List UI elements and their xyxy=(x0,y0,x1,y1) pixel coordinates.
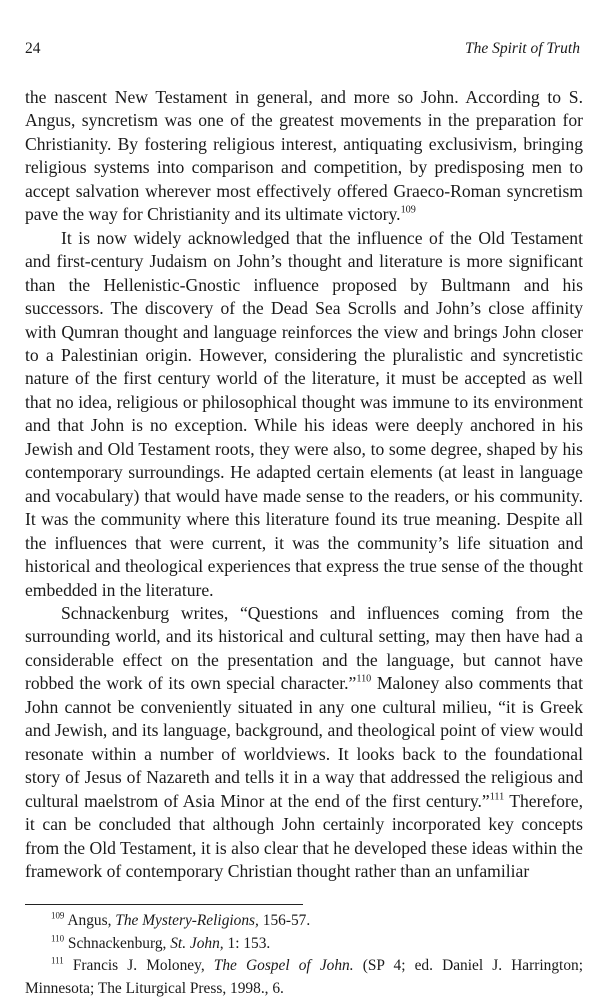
page-number: 24 xyxy=(25,40,41,57)
body-text xyxy=(25,86,583,883)
footnote-ref-109: 109 xyxy=(400,204,416,216)
footnotes xyxy=(25,910,583,1001)
footnote-pages: (SP 4; ed. Daniel J. Harrington; Minnesota; The Liturgical Press, 1998., 6. xyxy=(25,957,584,998)
paragraph-3-text-a: Schnackenburg writes, “Questions and influences coming from the surrounding world, and its historical and cultural setting, may then have had a considerable effect on the presentation and the language, but cannot have robbed the work of its own special character.” xyxy=(25,602,583,694)
footnote-title: The Mystery-Religions, xyxy=(115,912,259,929)
footnote-ref-110: 110 xyxy=(356,673,372,685)
running-title: The Spirit of Truth xyxy=(465,40,580,57)
paragraph-1 xyxy=(25,86,583,227)
footnote-pages: 156-57. xyxy=(258,912,311,929)
paragraph-3-text-c: Therefore, it can be concluded that although John certainly incorporated key concepts from the Old Testament, it is also clear that he developed these ideas within the framework of contemporary Christian thought rather than an unfamiliar xyxy=(25,790,583,881)
footnote-title: The Gospel of John. xyxy=(213,957,354,975)
footnote-divider xyxy=(25,904,303,905)
paragraph-2-text: It is now widely acknowledged that the influence of the Old Testament and first-century Judaism on John’s thought and literature is more significant than the Hellenistic-Gnostic influence proposed by Bultmann and his successors. The discovery of the Dead Sea Scrolls and John’s close affinity with Qumran thought and language reinforces the view and brings John closer to a Palestinian origin. However, considering the pluralistic and syncretistic nature of the first century world of the literature, it must be accepted as well that no idea, religious or philosophical thought was immune to its environment and that John is no exception. While his ideas were deeply anchored in his Jewish and Old Testament roots, they were also, to some degree, shaped by his contemporary surroundings. He adapted certain elements (at least in language and vocabulary) that would have made sense to the readers, or his community. It was the community where this literature found its true meaning. Despite all the influences that were current, it was the community’s life situation and historical and theological experiences that express the true sense of the thought embedded in the literature. xyxy=(25,227,583,600)
footnote-title: St. John, xyxy=(170,934,224,952)
footnote-110 xyxy=(25,933,583,956)
paragraph-3 xyxy=(25,602,583,883)
footnote-author: Francis J. Moloney, xyxy=(63,957,214,975)
paragraph-2 xyxy=(25,227,583,602)
footnote-pages: 1: 153. xyxy=(223,934,271,952)
paragraph-1-text: the nascent New Testament in general, and more so John. According to S. Angus, syncretism was one of the greatest movements in the preparation for Christianity. By fostering religious interest, antiquating exclusivism, bringing religious systems into comparison and competition, by predisposing men to accept salvation wherever most effectively offered Graeco-Roman syncretism pave the way for Christianity and its ultimate victory. xyxy=(25,87,583,225)
paragraph-3-text-b: Maloney also comments that John cannot be conveniently situated in any one cultural milieu, “it is Greek and Jewish, and its language, background, and theological point of view would resonate within a number of worldviews. It looks back to the foundational story of Jesus of Nazareth and tells it in a way that addressed the religious and cultural maelstrom of Asia Minor at the end of the first century.” xyxy=(25,673,584,811)
footnote-number: 109 xyxy=(51,910,65,921)
footnote-author: Schnackenburg, xyxy=(64,934,171,952)
footnote-111 xyxy=(25,955,583,1000)
footnote-number: 111 xyxy=(51,955,64,966)
footnote-109 xyxy=(25,910,583,933)
footnote-author: Angus, xyxy=(64,912,116,929)
footnote-number: 110 xyxy=(51,933,65,944)
footnote-ref-111: 111 xyxy=(489,790,505,802)
running-header xyxy=(25,40,580,62)
